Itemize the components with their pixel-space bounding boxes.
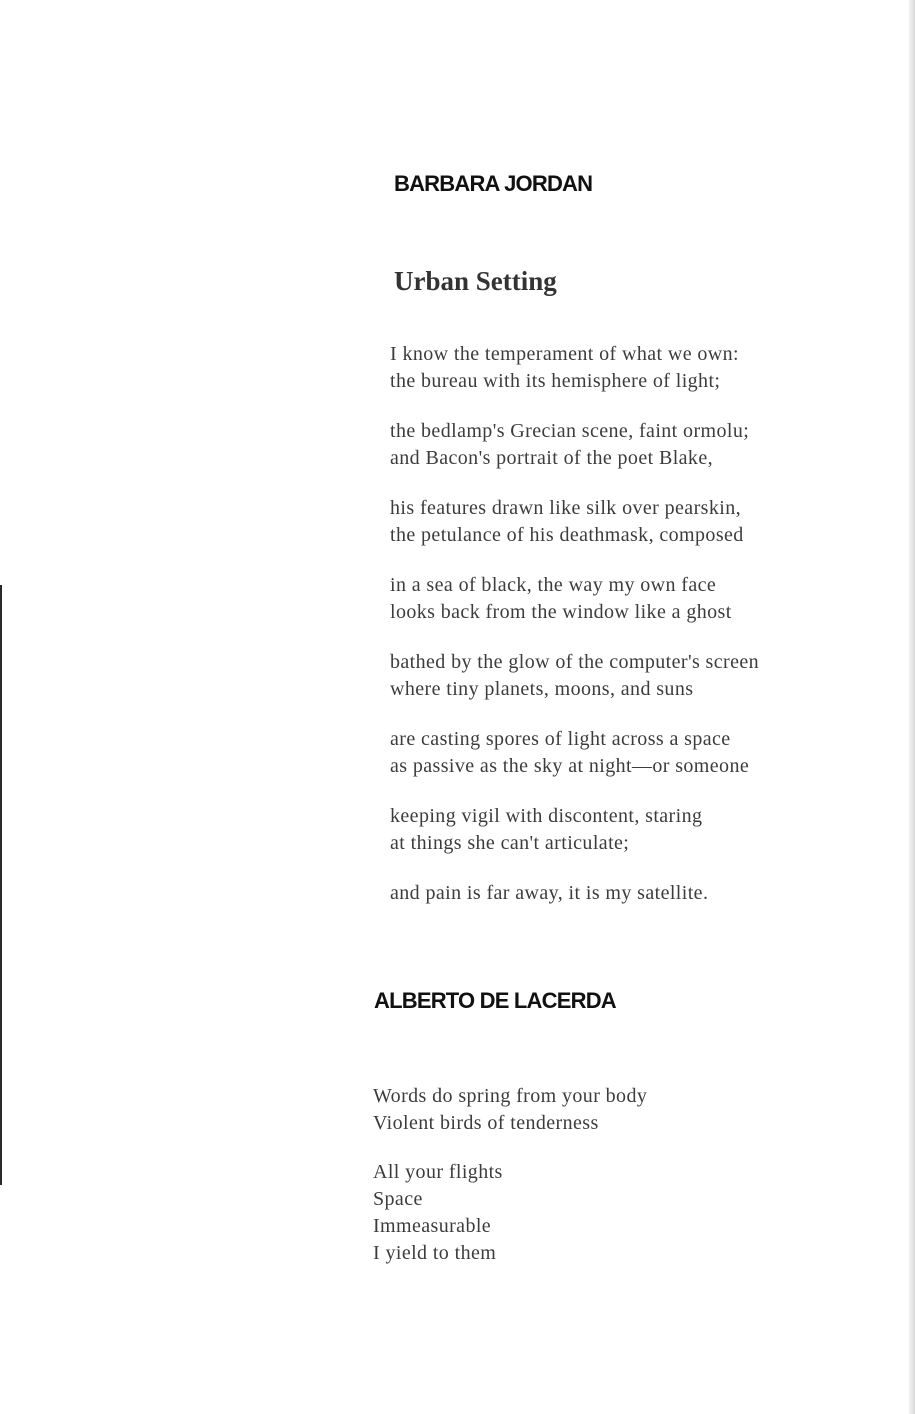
- poem-line: I yield to them: [373, 1242, 497, 1264]
- poem-body: [373, 1083, 647, 1289]
- poem-line: I know the temperament of what we own:: [390, 343, 739, 365]
- poem-line: the bureau with its hemisphere of light;: [390, 370, 721, 392]
- poem-body: [390, 341, 759, 930]
- poem-line: the petulance of his deathmask, composed: [390, 524, 744, 546]
- poem-line: looks back from the window like a ghost: [390, 601, 732, 623]
- poem-line: All your flights: [373, 1161, 503, 1183]
- poem-line: as passive as the sky at night—or someone: [390, 755, 750, 777]
- poem-line: at things she can't articulate;: [390, 832, 630, 854]
- poem-line: are casting spores of light across a space: [390, 728, 731, 750]
- poem-line: keeping vigil with discontent, staring: [390, 805, 703, 827]
- poem-line: bathed by the glow of the computer's screen: [390, 651, 760, 673]
- poem-line: his features drawn like silk over pearskin,: [390, 497, 741, 519]
- poem-title: Urban Setting: [394, 266, 557, 296]
- stanza: [390, 572, 759, 626]
- stanza: [373, 1159, 647, 1267]
- stanza: [390, 341, 759, 395]
- author-name: BARBARA JORDAN: [394, 171, 593, 196]
- stanza: [390, 880, 759, 907]
- stanza: [390, 418, 759, 472]
- stanza: [373, 1083, 647, 1137]
- stanza: [390, 495, 759, 549]
- page-gutter-shadow-left: [0, 585, 2, 1185]
- poem-line: and Bacon's portrait of the poet Blake,: [390, 447, 714, 469]
- poem-line: and pain is far away, it is my satellite.: [390, 882, 709, 904]
- poem-line: in a sea of black, the way my own face: [390, 574, 717, 596]
- poem-line: Space: [373, 1188, 423, 1210]
- stanza: [390, 726, 759, 780]
- poem-line: where tiny planets, moons, and suns: [390, 678, 694, 700]
- stanza: [390, 803, 759, 857]
- poem-line: the bedlamp's Grecian scene, faint ormolu;: [390, 420, 750, 442]
- poem-line: Immeasurable: [373, 1215, 492, 1237]
- page-gutter-shadow-right: [909, 0, 915, 1414]
- poem-line: Violent birds of tenderness: [373, 1112, 599, 1134]
- stanza: [390, 649, 759, 703]
- poem-line: Words do spring from your body: [373, 1085, 648, 1107]
- author-name: ALBERTO DE LACERDA: [374, 988, 616, 1013]
